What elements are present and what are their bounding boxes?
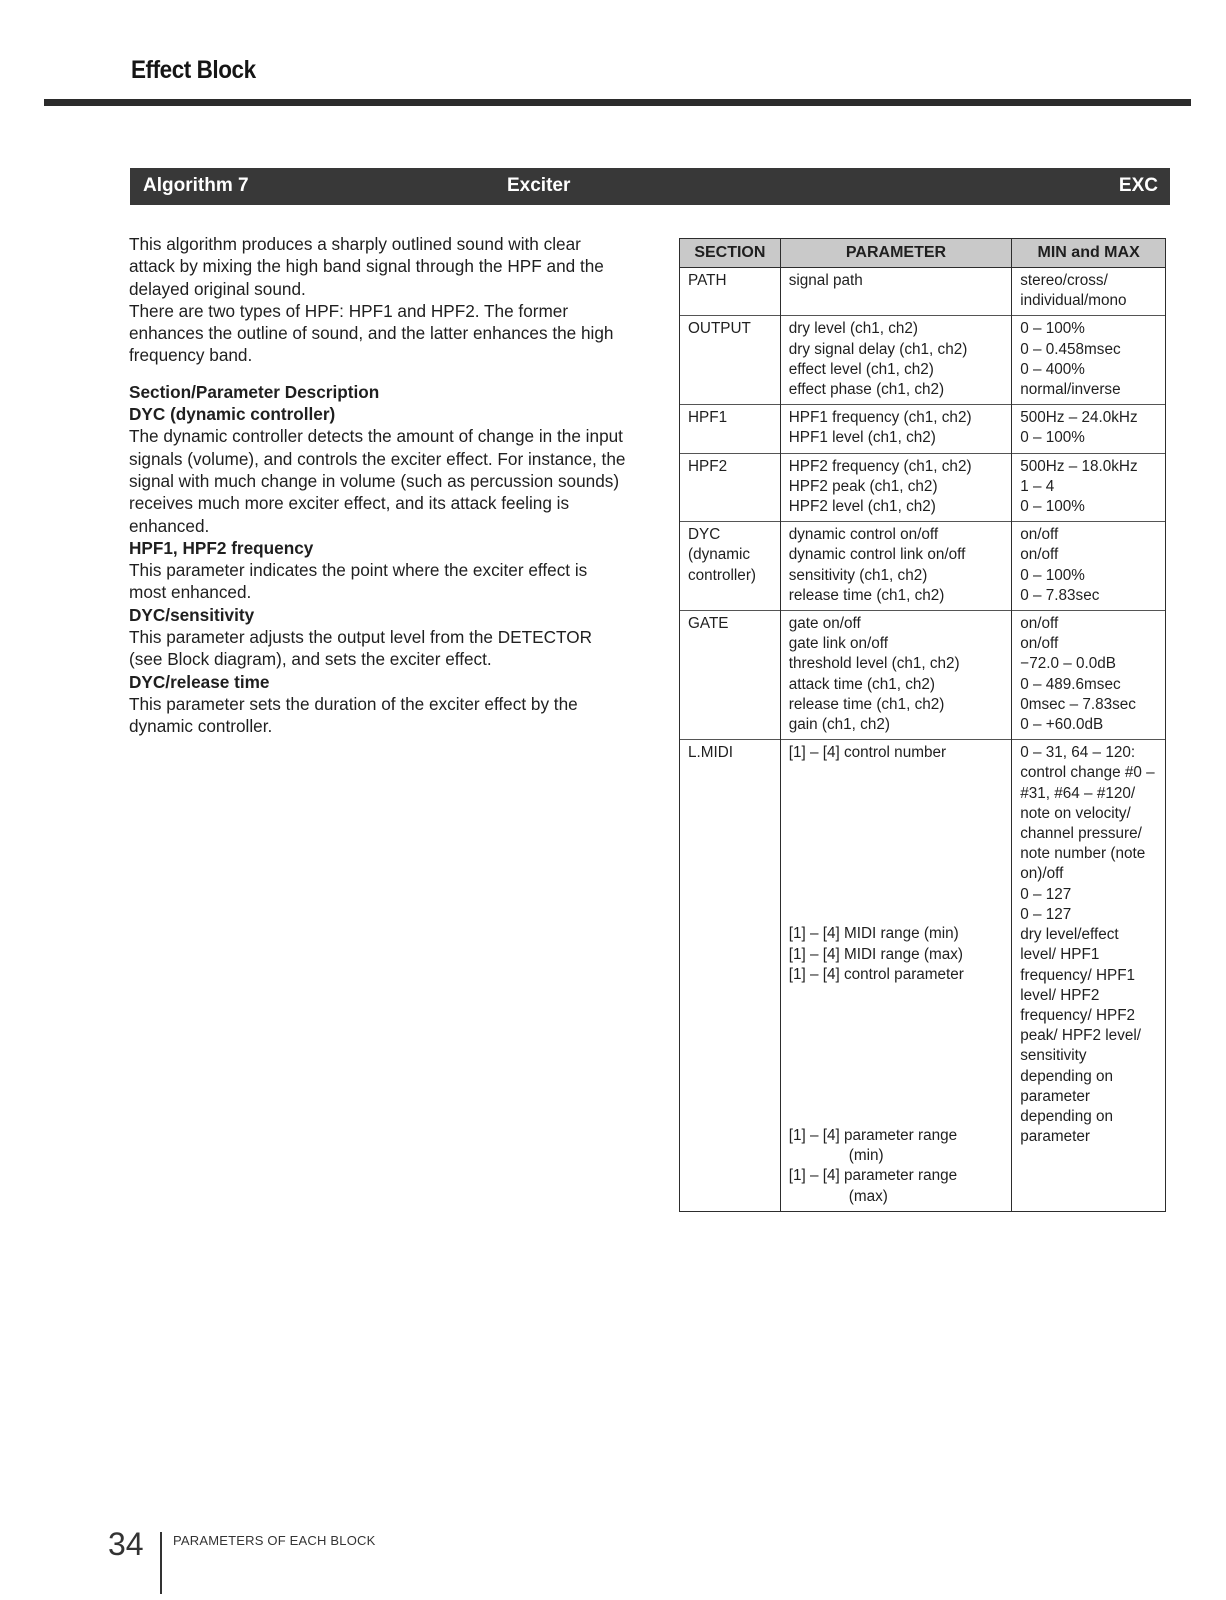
parameter-cell: gate on/off gate link on/off threshold level (ch1, ch2) attack time (ch1, ch2) release time (ch1, ch2) gain (ch1, ch2)	[780, 611, 1012, 740]
section-text: This parameter adjusts the output level from the DETECTOR (see Block diagram), and sets the exciter effect.	[129, 627, 592, 670]
section-text: The dynamic controller detects the amount of change in the input signals (volume), and controls the exciter effect. For instance, the signal with much change in volume (such as percussion sounds) receives much more exciter effect, and its attack feeling is enhanced.	[129, 426, 626, 536]
section-text: This parameter indicates the point where the exciter effect is most enhanced.	[129, 560, 588, 603]
section-cell: HPF1	[680, 405, 781, 453]
section-title: HPF1, HPF2 frequency	[129, 537, 314, 558]
range-cell: 500Hz – 18.0kHz 1 – 4 0 – 100%	[1012, 453, 1166, 522]
section-cell: GATE	[680, 611, 781, 740]
footer-divider	[160, 1532, 162, 1594]
page-number: 34	[108, 1526, 144, 1562]
section-cell: OUTPUT	[680, 316, 781, 405]
description-column	[129, 233, 629, 738]
section-title: DYC/sensitivity	[129, 604, 255, 625]
table-row	[680, 522, 1166, 611]
range-cell: 0 – 100% 0 – 0.458msec 0 – 400% normal/inverse	[1012, 316, 1166, 405]
range-cell: on/off on/off −72.0 – 0.0dB 0 – 489.6msec 0msec – 7.83sec 0 – +60.0dB	[1012, 611, 1166, 740]
table-row	[680, 740, 1166, 1212]
parameter-cell: [1] – [4] control number [1] – [4] MIDI range (min) [1] – [4] MIDI range (max) [1] – [4] control parameter [1] – [4] parameter range (min) [1] – [4] parameter range (max)	[780, 740, 1012, 1212]
intro-paragraph: This algorithm produces a sharply outlined sound with clear attack by mixing the high band signal through the HPF and the delayed original sound.	[129, 234, 604, 299]
section-title: DYC/release time	[129, 671, 270, 692]
header-parameter: PARAMETER	[780, 239, 1012, 268]
parameter-cell: HPF2 frequency (ch1, ch2) HPF2 peak (ch1, ch2) HPF2 level (ch1, ch2)	[780, 453, 1012, 522]
table-row	[680, 611, 1166, 740]
section-cell: L.MIDI	[680, 740, 781, 1212]
table-header-row	[680, 239, 1166, 268]
table-row	[680, 316, 1166, 405]
algorithm-number: Algorithm 7	[143, 175, 249, 196]
section-cell: HPF2	[680, 453, 781, 522]
table-row	[680, 268, 1166, 316]
table-row	[680, 453, 1166, 522]
algorithm-abbr: EXC	[1118, 175, 1158, 196]
algorithm-name: Exciter	[507, 175, 571, 196]
footer-section-label: PARAMETERS OF EACH BLOCK	[173, 1533, 376, 1548]
header-rule	[44, 99, 1191, 106]
range-cell: 0 – 31, 64 – 120: control change #0 – #31, #64 – #120/ note on velocity/ channel pressure/ note number (note on)/off 0 – 127 0 – 127 dry level/effect level/ HPF1 frequency/ HPF1 level/ HPF2 frequency/ HPF2 peak/ HPF2 level/ sensitivity depending on parameter depending on parameter	[1012, 740, 1166, 1212]
range-cell: on/off on/off 0 – 100% 0 – 7.83sec	[1012, 522, 1166, 611]
intro-paragraph: There are two types of HPF: HPF1 and HPF2. The former enhances the outline of sound, and the latter enhances the high frequency band.	[129, 300, 614, 366]
parameter-cell: signal path	[780, 268, 1012, 316]
section-text: This parameter sets the duration of the exciter effect by the dynamic controller.	[129, 693, 578, 737]
parameter-cell: dry level (ch1, ch2) dry signal delay (ch1, ch2) effect level (ch1, ch2) effect phase (ch1, ch2)	[780, 316, 1012, 405]
range-cell: 500Hz – 24.0kHz 0 – 100%	[1012, 405, 1166, 453]
parameter-cell: HPF1 frequency (ch1, ch2) HPF1 level (ch1, ch2)	[780, 405, 1012, 453]
section-cell: PATH	[680, 268, 781, 316]
header-section: SECTION	[680, 239, 781, 268]
table-row	[680, 405, 1166, 453]
parameter-cell: dynamic control on/off dynamic control link on/off sensitivity (ch1, ch2) release time (ch1, ch2)	[780, 522, 1012, 611]
algorithm-bar	[130, 168, 1170, 205]
range-cell: stereo/cross/ individual/mono	[1012, 268, 1166, 316]
page-title: Effect Block	[131, 56, 256, 84]
section-cell: DYC (dynamic controller)	[680, 522, 781, 611]
parameter-table	[679, 238, 1166, 1212]
description-heading: Section/Parameter Description	[129, 381, 380, 402]
header-min-max: MIN and MAX	[1012, 239, 1166, 268]
section-title: DYC (dynamic controller)	[129, 404, 336, 425]
